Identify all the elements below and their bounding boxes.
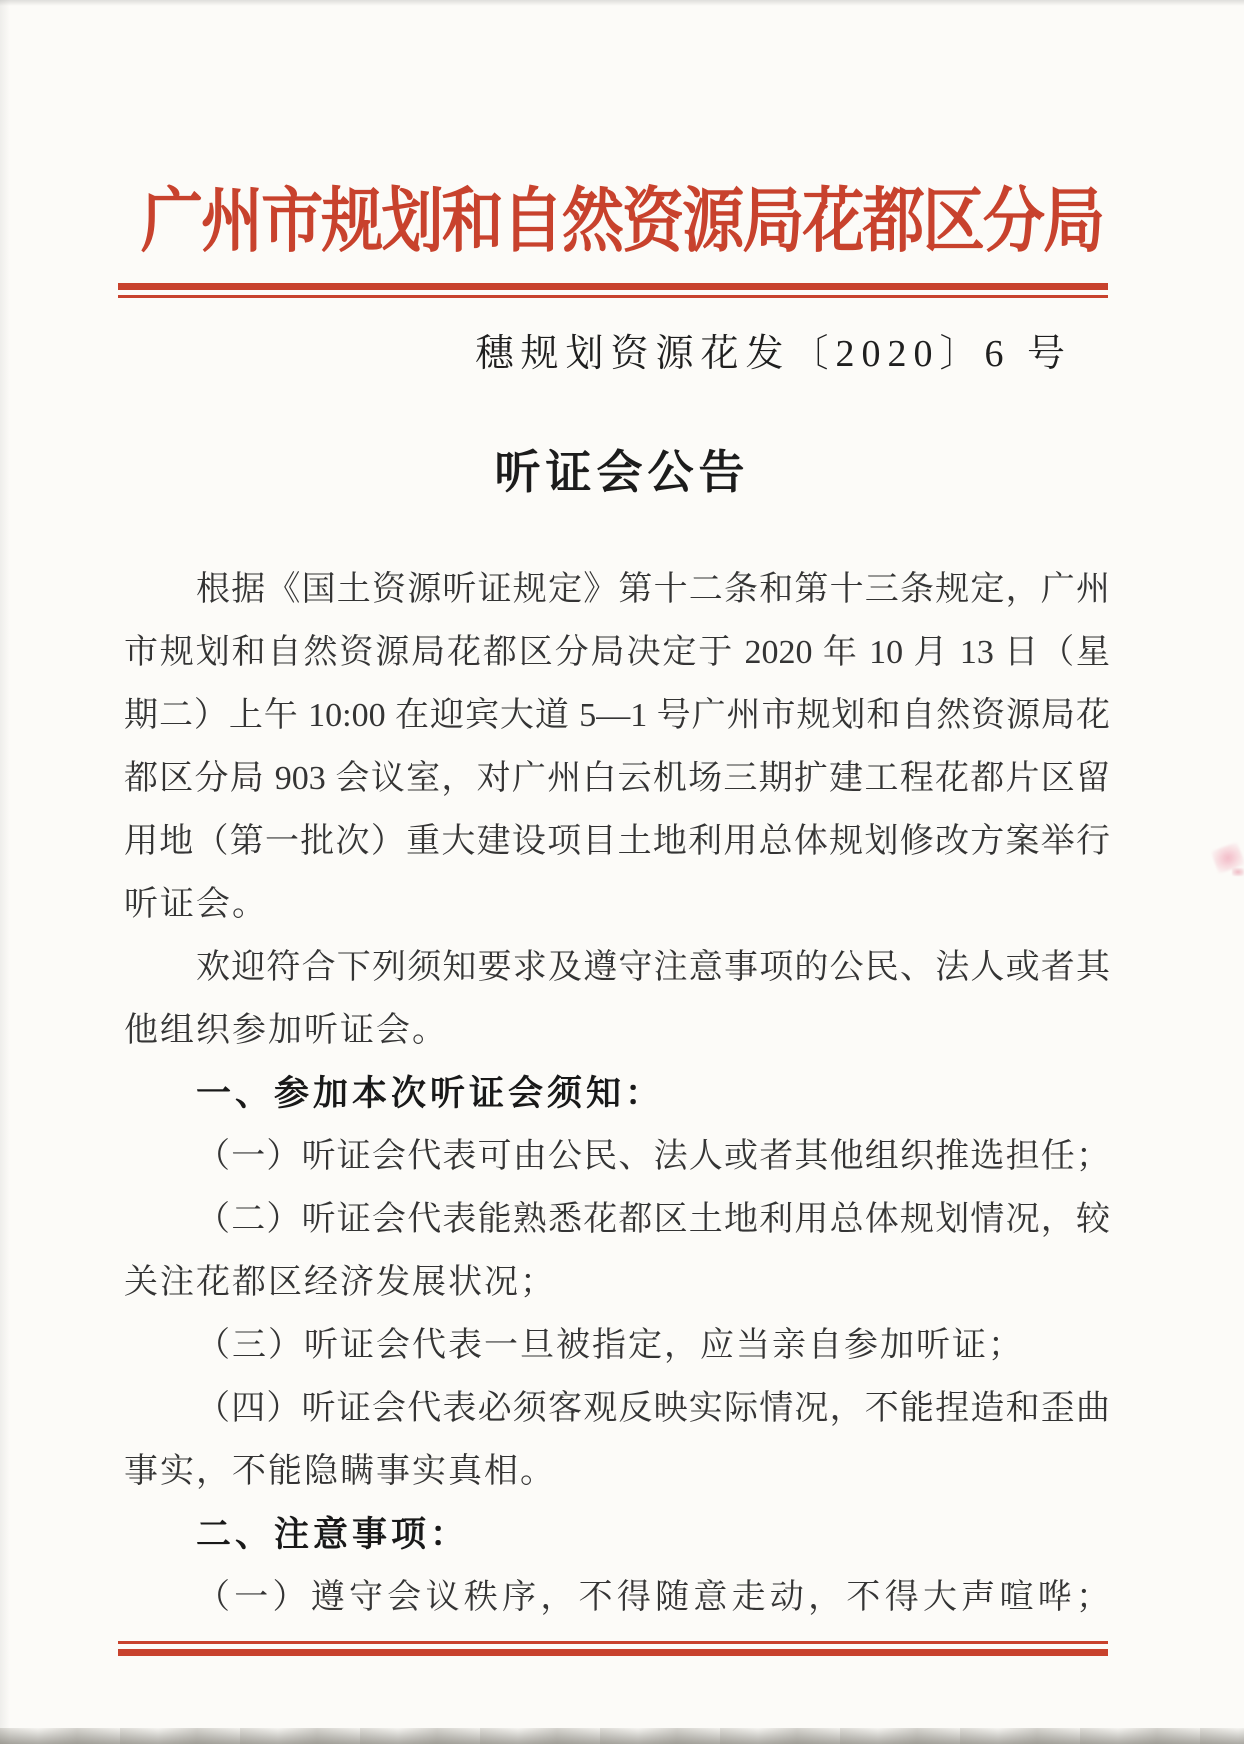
body-line-2: 市规划和自然资源局花都区分局决定于 2020 年 10 月 13 日（星 bbox=[124, 634, 1110, 671]
body-line-5: 用地（第一批次）重大建设项目土地利用总体规划修改方案举行 bbox=[124, 823, 1110, 860]
body-line-13: （三）听证会代表一旦被指定，应当亲自参加听证； bbox=[196, 1327, 1024, 1364]
body-line-17: （一）遵守会议秩序，不得随意走动，不得大声喧哗； bbox=[196, 1579, 1110, 1616]
agency-name: 广州市规划和自然资源局花都区分局 bbox=[140, 182, 1104, 261]
body-line-1: 根据《国土资源听证规定》第十二条和第十三条规定，广州 bbox=[196, 571, 1110, 608]
body-line-3: 期二）上午 10:00 在迎宾大道 5—1 号广州市规划和自然资源局花 bbox=[124, 697, 1110, 734]
document-title: 听证会公告 bbox=[494, 447, 750, 498]
body-heading-2: 二、注意事项： bbox=[196, 1515, 470, 1554]
body-line-6: 听证会。 bbox=[124, 886, 268, 923]
document-number: 穗规划资源花发〔2020〕6 号 bbox=[475, 333, 1072, 375]
scan-edge-bottom bbox=[0, 1728, 1244, 1744]
letterhead-rule-top-thick bbox=[118, 283, 1108, 290]
scan-edge-left bbox=[0, 0, 10, 1744]
body-line-4: 都区分局 903 会议室，对广州白云机场三期扩建工程花都片区留 bbox=[124, 760, 1110, 797]
body-line-7: 欢迎符合下列须知要求及遵守注意事项的公民、法人或者其 bbox=[196, 949, 1110, 986]
body-line-8: 他组织参加听证会。 bbox=[124, 1012, 448, 1049]
body-line-15: 事实，不能隐瞒事实真相。 bbox=[124, 1453, 556, 1490]
document-body bbox=[124, 558, 1110, 1629]
body-line-12: 关注花都区经济发展状况； bbox=[124, 1264, 556, 1301]
body-line-14: （四）听证会代表必须客观反映实际情况，不能捏造和歪曲 bbox=[196, 1390, 1110, 1427]
scan-artifact-smudge-2 bbox=[1232, 868, 1244, 876]
body-heading-1: 一、参加本次听证会须知： bbox=[196, 1074, 665, 1113]
body-line-11: （二）听证会代表能熟悉花都区土地利用总体规划情况，较 bbox=[196, 1201, 1110, 1238]
letterhead-rule-top-thin bbox=[118, 295, 1108, 298]
body-line-10: （一）听证会代表可由公民、法人或者其他组织推选担任； bbox=[196, 1138, 1110, 1175]
letterhead-rule-bottom-thin bbox=[118, 1641, 1108, 1644]
letterhead-rule-bottom-thick bbox=[118, 1649, 1108, 1656]
scan-edge-top bbox=[0, 0, 1244, 6]
